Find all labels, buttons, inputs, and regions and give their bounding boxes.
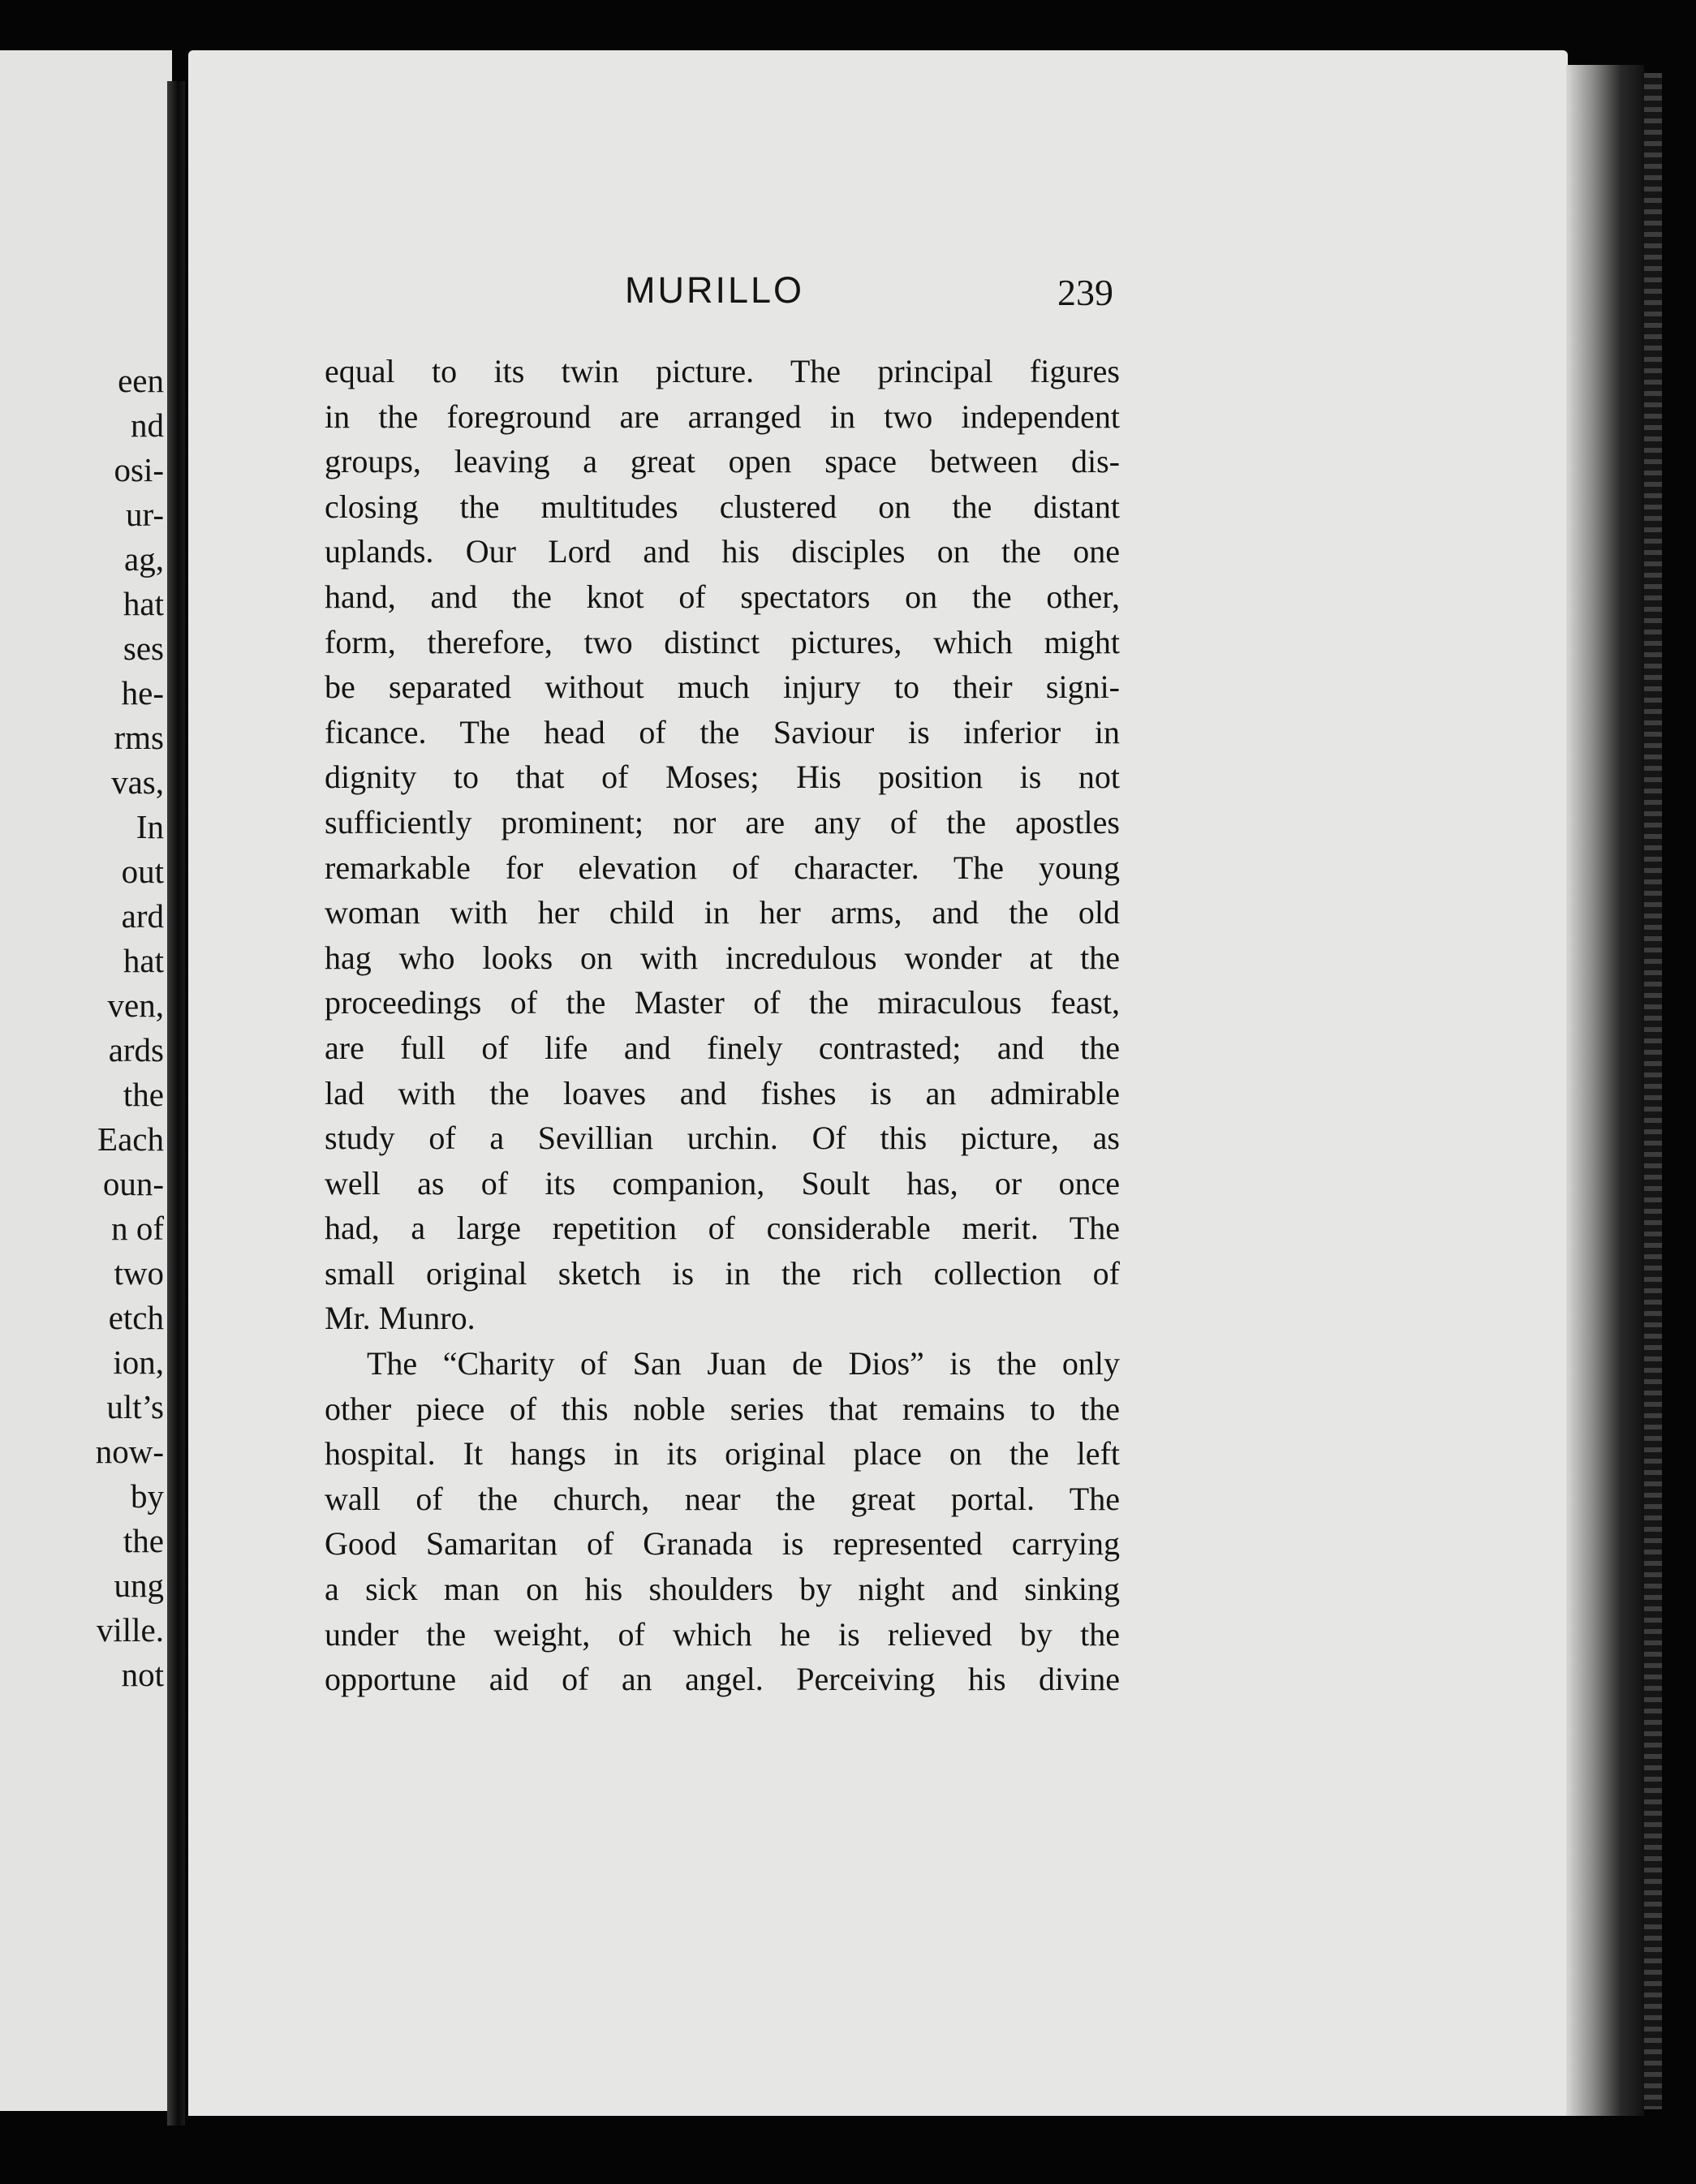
text-line: other piece of this noble series that remains to the xyxy=(325,1390,1120,1427)
line-ending: ard xyxy=(121,897,164,935)
line-ending: ses xyxy=(123,630,164,667)
previous-page xyxy=(0,50,172,2111)
line-ending: rms xyxy=(114,719,164,756)
line-ending: not xyxy=(121,1656,164,1693)
text-line: in the foreground are arranged in two independent xyxy=(325,398,1120,435)
line-ending: hat xyxy=(123,585,164,622)
text-line: are full of life and finely contrasted; and the xyxy=(325,1029,1120,1066)
text-line: wall of the church, near the great portal. The xyxy=(325,1480,1120,1517)
text-line: proceedings of the Master of the miraculous feast, xyxy=(325,984,1120,1021)
text-line: hag who looks on with incredulous wonder at the xyxy=(325,939,1120,976)
line-ending: ville. xyxy=(96,1611,164,1649)
line-ending: ag, xyxy=(124,540,164,578)
text-line: dignity to that of Moses; His position is not xyxy=(325,759,1120,796)
text-line: a sick man on his shoulders by night and sinking xyxy=(325,1571,1120,1608)
line-ending: ion, xyxy=(113,1344,164,1381)
text-line: sufficiently prominent; nor are any of the apostles xyxy=(325,803,1120,840)
line-ending: n of xyxy=(111,1210,164,1247)
text-line: small original sketch is in the rich collection of xyxy=(325,1254,1120,1292)
line-ending: Each xyxy=(97,1120,164,1158)
paragraph xyxy=(325,349,1120,1341)
text-line: lad with the loaves and fishes is an admirable xyxy=(325,1074,1120,1111)
line-ending: ur- xyxy=(126,496,164,533)
text-line: uplands. Our Lord and his disciples on the one xyxy=(325,533,1120,570)
text-line: opportune aid of an angel. Perceiving his divine xyxy=(325,1661,1120,1698)
text-line: had, a large repetition of considerable merit. The xyxy=(325,1210,1120,1247)
text-line: remarkable for elevation of character. The young xyxy=(325,849,1120,886)
line-ending: two xyxy=(114,1254,164,1292)
line-ending: ung xyxy=(114,1567,164,1604)
line-ending: by xyxy=(131,1477,164,1515)
line-ending: he- xyxy=(121,674,164,712)
line-ending: In xyxy=(136,808,164,845)
line-ending: the xyxy=(123,1076,164,1113)
text-line: closing the multitudes clustered on the distant xyxy=(325,488,1120,525)
page-header xyxy=(325,269,1120,331)
text-line: well as of its companion, Soult has, or once xyxy=(325,1164,1120,1202)
previous-page-line-endings xyxy=(96,359,164,1697)
text-line: hand, and the knot of spectators on the other, xyxy=(325,578,1120,615)
line-ending: ards xyxy=(108,1031,164,1068)
text-line: hospital. It hangs in its original place on the left xyxy=(325,1435,1120,1472)
text-line: Good Samaritan of Granada is represented carrying xyxy=(325,1525,1120,1563)
text-line: woman with her child in her arms, and the old xyxy=(325,894,1120,931)
text-line: equal to its twin picture. The principal figures xyxy=(325,353,1120,389)
line-ending: ult’s xyxy=(106,1388,164,1425)
body-text xyxy=(325,349,1120,1702)
line-ending: ven, xyxy=(107,987,164,1024)
line-ending: hat xyxy=(123,942,164,979)
line-ending: etch xyxy=(108,1299,164,1336)
paragraph xyxy=(325,1341,1120,1702)
running-title: MURILLO xyxy=(625,269,805,311)
text-line: groups, leaving a great open space between dis- xyxy=(325,443,1120,480)
text-line: form, therefore, two distinct pictures, which might xyxy=(325,623,1120,660)
line-ending: now- xyxy=(95,1433,164,1470)
text-line: ficance. The head of the Saviour is inferior in xyxy=(325,713,1120,750)
line-ending: nd xyxy=(131,406,164,444)
book-spine-edge xyxy=(1644,73,1662,2109)
line-ending: oun- xyxy=(102,1165,164,1202)
line-ending: een xyxy=(118,362,164,399)
line-ending: osi- xyxy=(114,451,164,488)
text-line: study of a Sevillian urchin. Of this picture, as xyxy=(325,1120,1120,1157)
page-edge-shadow xyxy=(1566,65,1644,2116)
line-ending: out xyxy=(121,853,164,890)
text-line: be separated without much injury to their signi- xyxy=(325,669,1120,706)
book-gutter xyxy=(167,81,185,2126)
text-line: Mr. Munro. xyxy=(325,1300,476,1337)
text-line: under the weight, of which he is relieved by the xyxy=(325,1615,1120,1653)
line-ending: vas, xyxy=(111,763,164,801)
page-number: 239 xyxy=(1057,272,1113,313)
text-line: The “Charity of San Juan de Dios” is the only xyxy=(367,1345,1120,1382)
line-ending: the xyxy=(123,1522,164,1559)
